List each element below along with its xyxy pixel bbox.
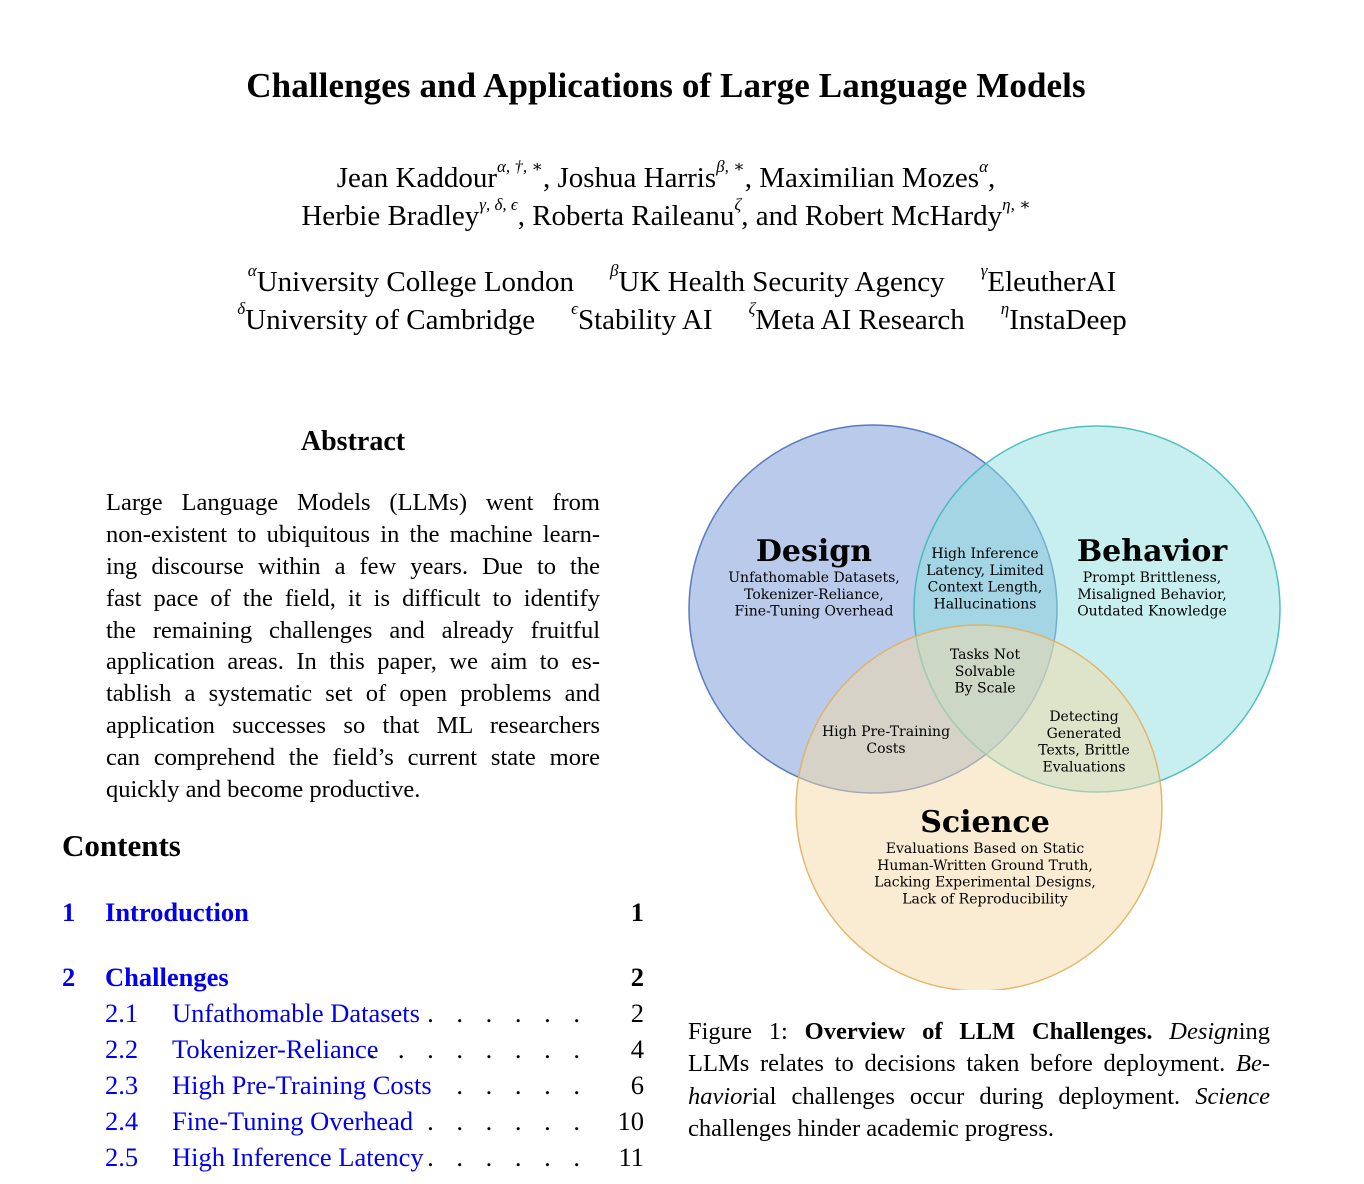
toc-subsection[interactable] — [62, 1034, 644, 1068]
caption-text: challenges hinder academic progress. — [688, 1114, 1054, 1142]
venn-label-line: Human-Written Ground Truth, — [877, 857, 1093, 874]
affiliation — [748, 299, 965, 336]
toc-link[interactable]: High Pre-Training Costs — [172, 1070, 432, 1100]
figure-caption — [688, 1016, 1270, 1145]
affiliation-mark: η — [1000, 299, 1010, 319]
affiliation-name: University College London — [256, 266, 575, 298]
venn-label-line: Outdated Knowledge — [1077, 603, 1227, 620]
affiliation-mark: β — [610, 261, 619, 281]
venn-label-line: Detecting — [1049, 709, 1119, 725]
author-marks: β, ∗ — [716, 157, 745, 177]
toc-page: 4 — [630, 1034, 644, 1064]
design-behavior-overlap — [926, 546, 1044, 612]
venn-label-line: Lack of Reproducibility — [902, 891, 1068, 908]
caption-text: LLMs relates to decisions taken before deployment. — [688, 1050, 1236, 1078]
toc-page: 2 — [630, 998, 644, 1028]
abstract-line: Large Language Models (LLMs) went from — [106, 489, 600, 516]
toc-subsection[interactable] — [62, 1106, 644, 1140]
toc-number[interactable]: 2.4 — [105, 1106, 139, 1136]
toc-number[interactable]: 2.2 — [105, 1034, 139, 1064]
toc-page: 6 — [630, 1070, 644, 1100]
author-name: Roberta Raileanu — [532, 200, 735, 232]
affiliation-mark: ζ — [748, 299, 756, 319]
venn-label-line: Latency, Limited — [926, 562, 1044, 579]
venn-label-line: Tokenizer-Reliance, — [744, 586, 884, 603]
abstract-line: tablish a systematic set of open problems and — [106, 680, 600, 708]
author-separator: , — [542, 162, 558, 194]
affiliation-name: UK Health Security Agency — [618, 266, 945, 298]
caption-italic-behavior: havior — [688, 1082, 752, 1110]
venn-label-line: Generated — [1046, 725, 1122, 742]
caption-italic-science: Science — [1195, 1082, 1270, 1110]
venn-label-line: Solvable — [954, 663, 1016, 680]
behavior-science-overlap — [1038, 709, 1130, 775]
toc-subsection[interactable] — [62, 1070, 644, 1104]
toc-link[interactable]: Introduction — [105, 897, 249, 927]
toc-leader-dots: . . . . . — [456, 1070, 588, 1100]
toc-link[interactable]: Tokenizer-Reliance — [172, 1034, 379, 1064]
affiliation-name: InstaDeep — [1009, 304, 1127, 336]
author-name: Robert McHardy — [804, 200, 1003, 232]
affiliation-line-1 — [0, 263, 1364, 301]
caption-italic-design: Design — [1169, 1018, 1239, 1045]
toc-number[interactable]: 2.5 — [105, 1142, 139, 1172]
venn-label-line: Evaluations — [1042, 759, 1126, 776]
author-separator: , — [988, 162, 996, 194]
author-marks: γ, δ, ϵ — [479, 195, 518, 215]
toc-leader-dots: . . . . . . — [427, 1142, 588, 1172]
toc-leader-dots: . . . . . . . . — [368, 1034, 588, 1064]
center-overlap — [950, 647, 1021, 697]
toc-subsection[interactable] — [62, 1142, 644, 1176]
toc-number[interactable]: 2.1 — [105, 998, 139, 1028]
toc-number[interactable]: 1 — [62, 897, 76, 927]
caption-text: ial challenges occur during deployment. — [751, 1082, 1196, 1110]
toc-page: 10 — [617, 1106, 644, 1136]
venn-label-line: Lacking Experimental Designs, — [874, 874, 1096, 891]
affiliation-mark: δ — [237, 299, 246, 319]
caption-bold: Overview of LLM Challenges. — [804, 1018, 1153, 1045]
author-separator: , — [517, 200, 533, 232]
affiliation — [980, 261, 1117, 298]
paper-title: Challenges and Applications of Large Language Models — [246, 66, 1086, 105]
toc-section[interactable] — [62, 897, 644, 931]
caption-prefix: Figure 1: — [688, 1018, 805, 1045]
venn-label-line: High Pre-Training — [821, 724, 951, 740]
abstract-line: application successes so that ML researchers — [106, 712, 600, 740]
author-list-line-2 — [0, 196, 1332, 236]
abstract-line: fast pace of the field, it is difficult to identify — [106, 584, 600, 612]
affiliation-name: University of Cambridge — [245, 304, 536, 336]
venn-label-line: High Inference — [931, 546, 1039, 562]
venn-label-line: Tasks Not — [949, 647, 1021, 663]
venn-label-line: Hallucinations — [933, 596, 1037, 613]
abstract-line: ing discourse within a few years. Due to the — [106, 552, 600, 580]
caption-text: ing — [1238, 1018, 1270, 1045]
toc-link[interactable]: Fine-Tuning Overhead — [172, 1106, 414, 1136]
caption-italic-behavior: Be- — [1236, 1050, 1270, 1078]
author-marks: α, †, ∗ — [497, 157, 543, 177]
toc-number[interactable]: 2 — [62, 962, 76, 992]
venn-label-line: Fine-Tuning Overhead — [734, 603, 894, 620]
affiliation-mark: γ — [980, 261, 988, 281]
design-items — [728, 570, 900, 620]
abstract-line: can comprehend the field’s current state more — [106, 744, 600, 772]
abstract-line: the remaining challenges and already fruitful — [106, 616, 600, 644]
affiliation-mark: α — [247, 261, 257, 281]
author-name: Maximilian Mozes — [759, 162, 980, 194]
author-marks: α — [979, 157, 989, 177]
venn-label-line: Evaluations Based on Static — [885, 841, 1085, 857]
behavior-title: Behavior — [1076, 534, 1228, 569]
venn-label-line: Texts, Brittle — [1038, 742, 1130, 759]
venn-label-line: Context Length, — [927, 579, 1043, 596]
toc-link[interactable]: Unfathomable Datasets — [172, 998, 420, 1028]
abstract-heading: Abstract — [300, 426, 406, 457]
author-separator: , and — [741, 200, 805, 232]
contents-heading: Contents — [62, 828, 181, 863]
toc-leader-dots: . . . . . . — [427, 998, 588, 1028]
toc-page: 11 — [618, 1142, 644, 1172]
abstract-text — [106, 487, 600, 806]
affiliation-name: Stability AI — [577, 304, 713, 336]
venn-label-line: Prompt Brittleness, — [1082, 570, 1222, 586]
affiliation-mark: ϵ — [571, 299, 578, 319]
venn-label-line: Unfathomable Datasets, — [728, 570, 900, 586]
toc-leader-dots: . . . . . . — [427, 1106, 588, 1136]
toc-page: 1 — [630, 897, 644, 927]
design-title: Design — [755, 534, 873, 569]
affiliation — [247, 261, 575, 298]
affiliation-name: Meta AI Research — [755, 304, 965, 336]
toc-link[interactable]: Challenges — [105, 962, 229, 992]
author-marks: ζ — [734, 195, 742, 215]
venn-diagram — [660, 410, 1310, 990]
author-separator: , — [744, 162, 760, 194]
toc-subsection[interactable] — [62, 998, 644, 1032]
author-marks: η, ∗ — [1002, 195, 1031, 215]
venn-label-line: Costs — [866, 740, 906, 757]
abstract-line: non-existent to ubiquitous in the machine learn- — [106, 520, 600, 548]
affiliation — [610, 261, 945, 298]
author-name: Jean Kaddour — [336, 162, 497, 194]
behavior-items — [1077, 570, 1227, 620]
affiliation-line-2 — [0, 301, 1364, 339]
science-items — [874, 841, 1096, 907]
toc-section[interactable] — [62, 962, 644, 996]
author-name: Herbie Bradley — [301, 200, 480, 232]
affiliation-name: EleutherAI — [987, 266, 1117, 298]
affiliation — [571, 299, 713, 336]
abstract-line: application areas. In this paper, we aim to es- — [106, 648, 600, 676]
toc-page: 2 — [630, 962, 644, 992]
affiliation — [237, 299, 536, 336]
toc-link[interactable]: High Inference Latency — [172, 1142, 424, 1172]
toc-number[interactable]: 2.3 — [105, 1070, 139, 1100]
author-list-line-1 — [0, 158, 1332, 198]
author-name: Joshua Harris — [557, 162, 717, 194]
venn-label-line: By Scale — [954, 680, 1016, 697]
venn-label-line: Misaligned Behavior, — [1077, 586, 1227, 603]
affiliation — [1000, 299, 1127, 336]
science-title: Science — [920, 805, 1050, 840]
abstract-line: quickly and become productive. — [106, 776, 421, 804]
